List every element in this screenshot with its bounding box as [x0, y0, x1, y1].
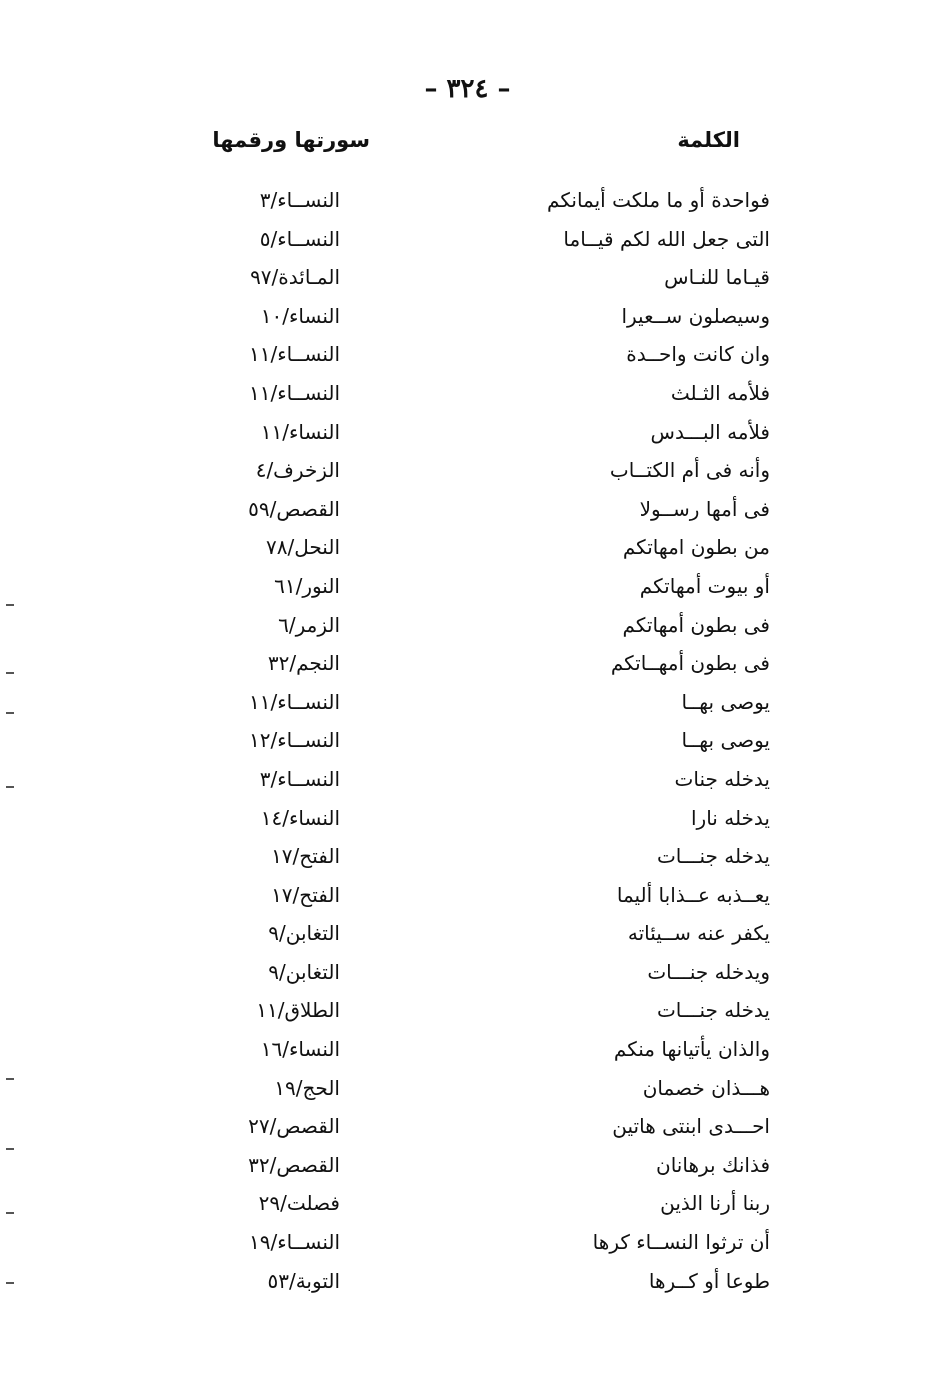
table-row: [0, 760, 935, 799]
row-surah-ref: النجم/٣٢: [267, 651, 340, 676]
row-surah-ref: فصلت/٢٩: [258, 1191, 340, 1216]
row-word: يوصى بهــا: [681, 728, 770, 753]
row-word: فلأمه الثـلث: [670, 380, 770, 405]
row-surah-ref: القصص/٣٢: [248, 1152, 340, 1177]
scan-mark: [6, 1148, 14, 1150]
row-word: فواحدة أو ما ملكت أيمانكم: [547, 188, 770, 212]
row-surah-ref: النساء/١١: [260, 419, 340, 444]
row-surah-ref: القصص/٥٩: [248, 496, 340, 521]
row-word: من بطون امهاتكم: [622, 535, 770, 560]
row-word: فلأمه البـــدس: [650, 419, 770, 444]
word-list: [0, 181, 935, 1300]
row-word: قيـاما للنـاس: [664, 265, 770, 290]
table-row: [0, 953, 935, 992]
row-surah-ref: التغابن/٩: [268, 959, 340, 984]
table-row: [0, 799, 935, 838]
row-word: فى بطون أمهاتكم: [622, 612, 770, 637]
table-row: [0, 876, 935, 915]
table-row: [0, 1262, 935, 1301]
row-surah-ref: النساء/١٠: [260, 303, 340, 328]
table-row: [0, 991, 935, 1030]
row-surah-ref: المـائدة/٩٧: [250, 265, 340, 290]
scan-mark: [6, 1212, 14, 1214]
table-row: [0, 220, 935, 259]
row-word: فى أمها رســولا: [639, 496, 770, 521]
table-row: [0, 683, 935, 722]
row-surah-ref: الحج/١٩: [274, 1075, 340, 1100]
row-surah-ref: الفتح/١٧: [271, 844, 340, 869]
table-row: [0, 606, 935, 645]
row-word: أن ترثوا النســاء كرها: [592, 1230, 770, 1255]
row-surah-ref: النســاء/١٩: [249, 1230, 340, 1255]
table-row: [0, 335, 935, 374]
column-header-surah: سورتها ورقمها: [212, 128, 370, 152]
table-row: [0, 1184, 935, 1223]
row-word: التى جعل الله لكم قيــاما: [563, 226, 770, 251]
row-surah-ref: الفتح/١٧: [271, 882, 340, 907]
row-word: ويدخله جنـــات: [647, 959, 770, 984]
row-word: يدخله نارا: [690, 805, 770, 830]
row-word: يعــذبه عــذابا أليما: [616, 882, 770, 907]
table-row: [0, 528, 935, 567]
table-row: [0, 1223, 935, 1262]
row-surah-ref: التغابن/٩: [268, 921, 340, 946]
row-surah-ref: التوبة/٥٣: [267, 1268, 340, 1293]
row-word: فذانك برهانان: [656, 1152, 770, 1177]
row-surah-ref: النســاء/١١: [249, 342, 340, 367]
row-word: أو بيوت أمهاتكم: [639, 573, 770, 598]
table-row: [0, 1146, 935, 1185]
table-row: [0, 1069, 935, 1108]
row-word: وان كانت واحــدة: [626, 342, 770, 367]
row-word: ربنا أرنا الذين: [660, 1191, 770, 1216]
table-row: [0, 644, 935, 683]
row-word: طوعا أو كــرها: [648, 1268, 770, 1293]
table-row: [0, 721, 935, 760]
row-surah-ref: النحل/٧٨: [266, 535, 340, 560]
row-word: هـــذان خصمان: [642, 1075, 770, 1100]
table-row: [0, 297, 935, 336]
row-word: يكفر عنه ســيئاته: [627, 921, 770, 946]
scan-mark: [6, 786, 14, 788]
scan-mark: [6, 672, 14, 674]
table-row: [0, 258, 935, 297]
table-row: [0, 413, 935, 452]
row-surah-ref: النســاء/١١: [249, 380, 340, 405]
scan-mark: [6, 712, 14, 714]
table-row: [0, 914, 935, 953]
column-header-word: الكلمة: [677, 128, 740, 152]
row-surah-ref: النســاء/٣: [259, 188, 340, 212]
table-row: [0, 837, 935, 876]
row-surah-ref: النور/٦١: [274, 573, 340, 598]
row-surah-ref: النساء/١٤: [260, 805, 340, 830]
row-surah-ref: النســاء/١١: [249, 689, 340, 714]
table-row: [0, 181, 935, 220]
table-row: [0, 567, 935, 606]
scan-mark: [6, 604, 14, 606]
row-word: يدخله جنات: [674, 766, 770, 791]
table-row: [0, 374, 935, 413]
row-word: احـــدى ابنتى هاتين: [612, 1114, 770, 1139]
scan-mark: [6, 1078, 14, 1080]
row-word: والذان يأتيانها منكم: [613, 1037, 770, 1062]
row-word: يدخله جنـــات: [656, 998, 770, 1023]
row-surah-ref: النســاء/٣: [259, 766, 340, 791]
row-surah-ref: الطلاق/١١: [256, 998, 340, 1023]
table-row: [0, 1030, 935, 1069]
row-surah-ref: القصص/٢٧: [248, 1114, 340, 1139]
page-number: – ٣٢٤ –: [424, 74, 511, 104]
row-word: وأنه فى أم الكتــاب: [609, 458, 770, 483]
table-row: [0, 1107, 935, 1146]
row-surah-ref: النساء/١٦: [260, 1037, 340, 1062]
row-surah-ref: الزمر/٦: [278, 612, 340, 637]
row-surah-ref: النســاء/١٢: [249, 728, 340, 753]
scan-mark: [6, 1282, 14, 1284]
row-word: فى بطون أمهــاتكم: [610, 651, 770, 676]
row-word: يدخله جنـــات: [656, 844, 770, 869]
row-word: وسيصلون ســعيرا: [621, 303, 770, 328]
table-row: [0, 451, 935, 490]
row-word: يوصى بهــا: [681, 689, 770, 714]
row-surah-ref: النســاء/٥: [259, 226, 340, 251]
table-row: [0, 490, 935, 529]
row-surah-ref: الزخرف/٤: [255, 458, 340, 483]
